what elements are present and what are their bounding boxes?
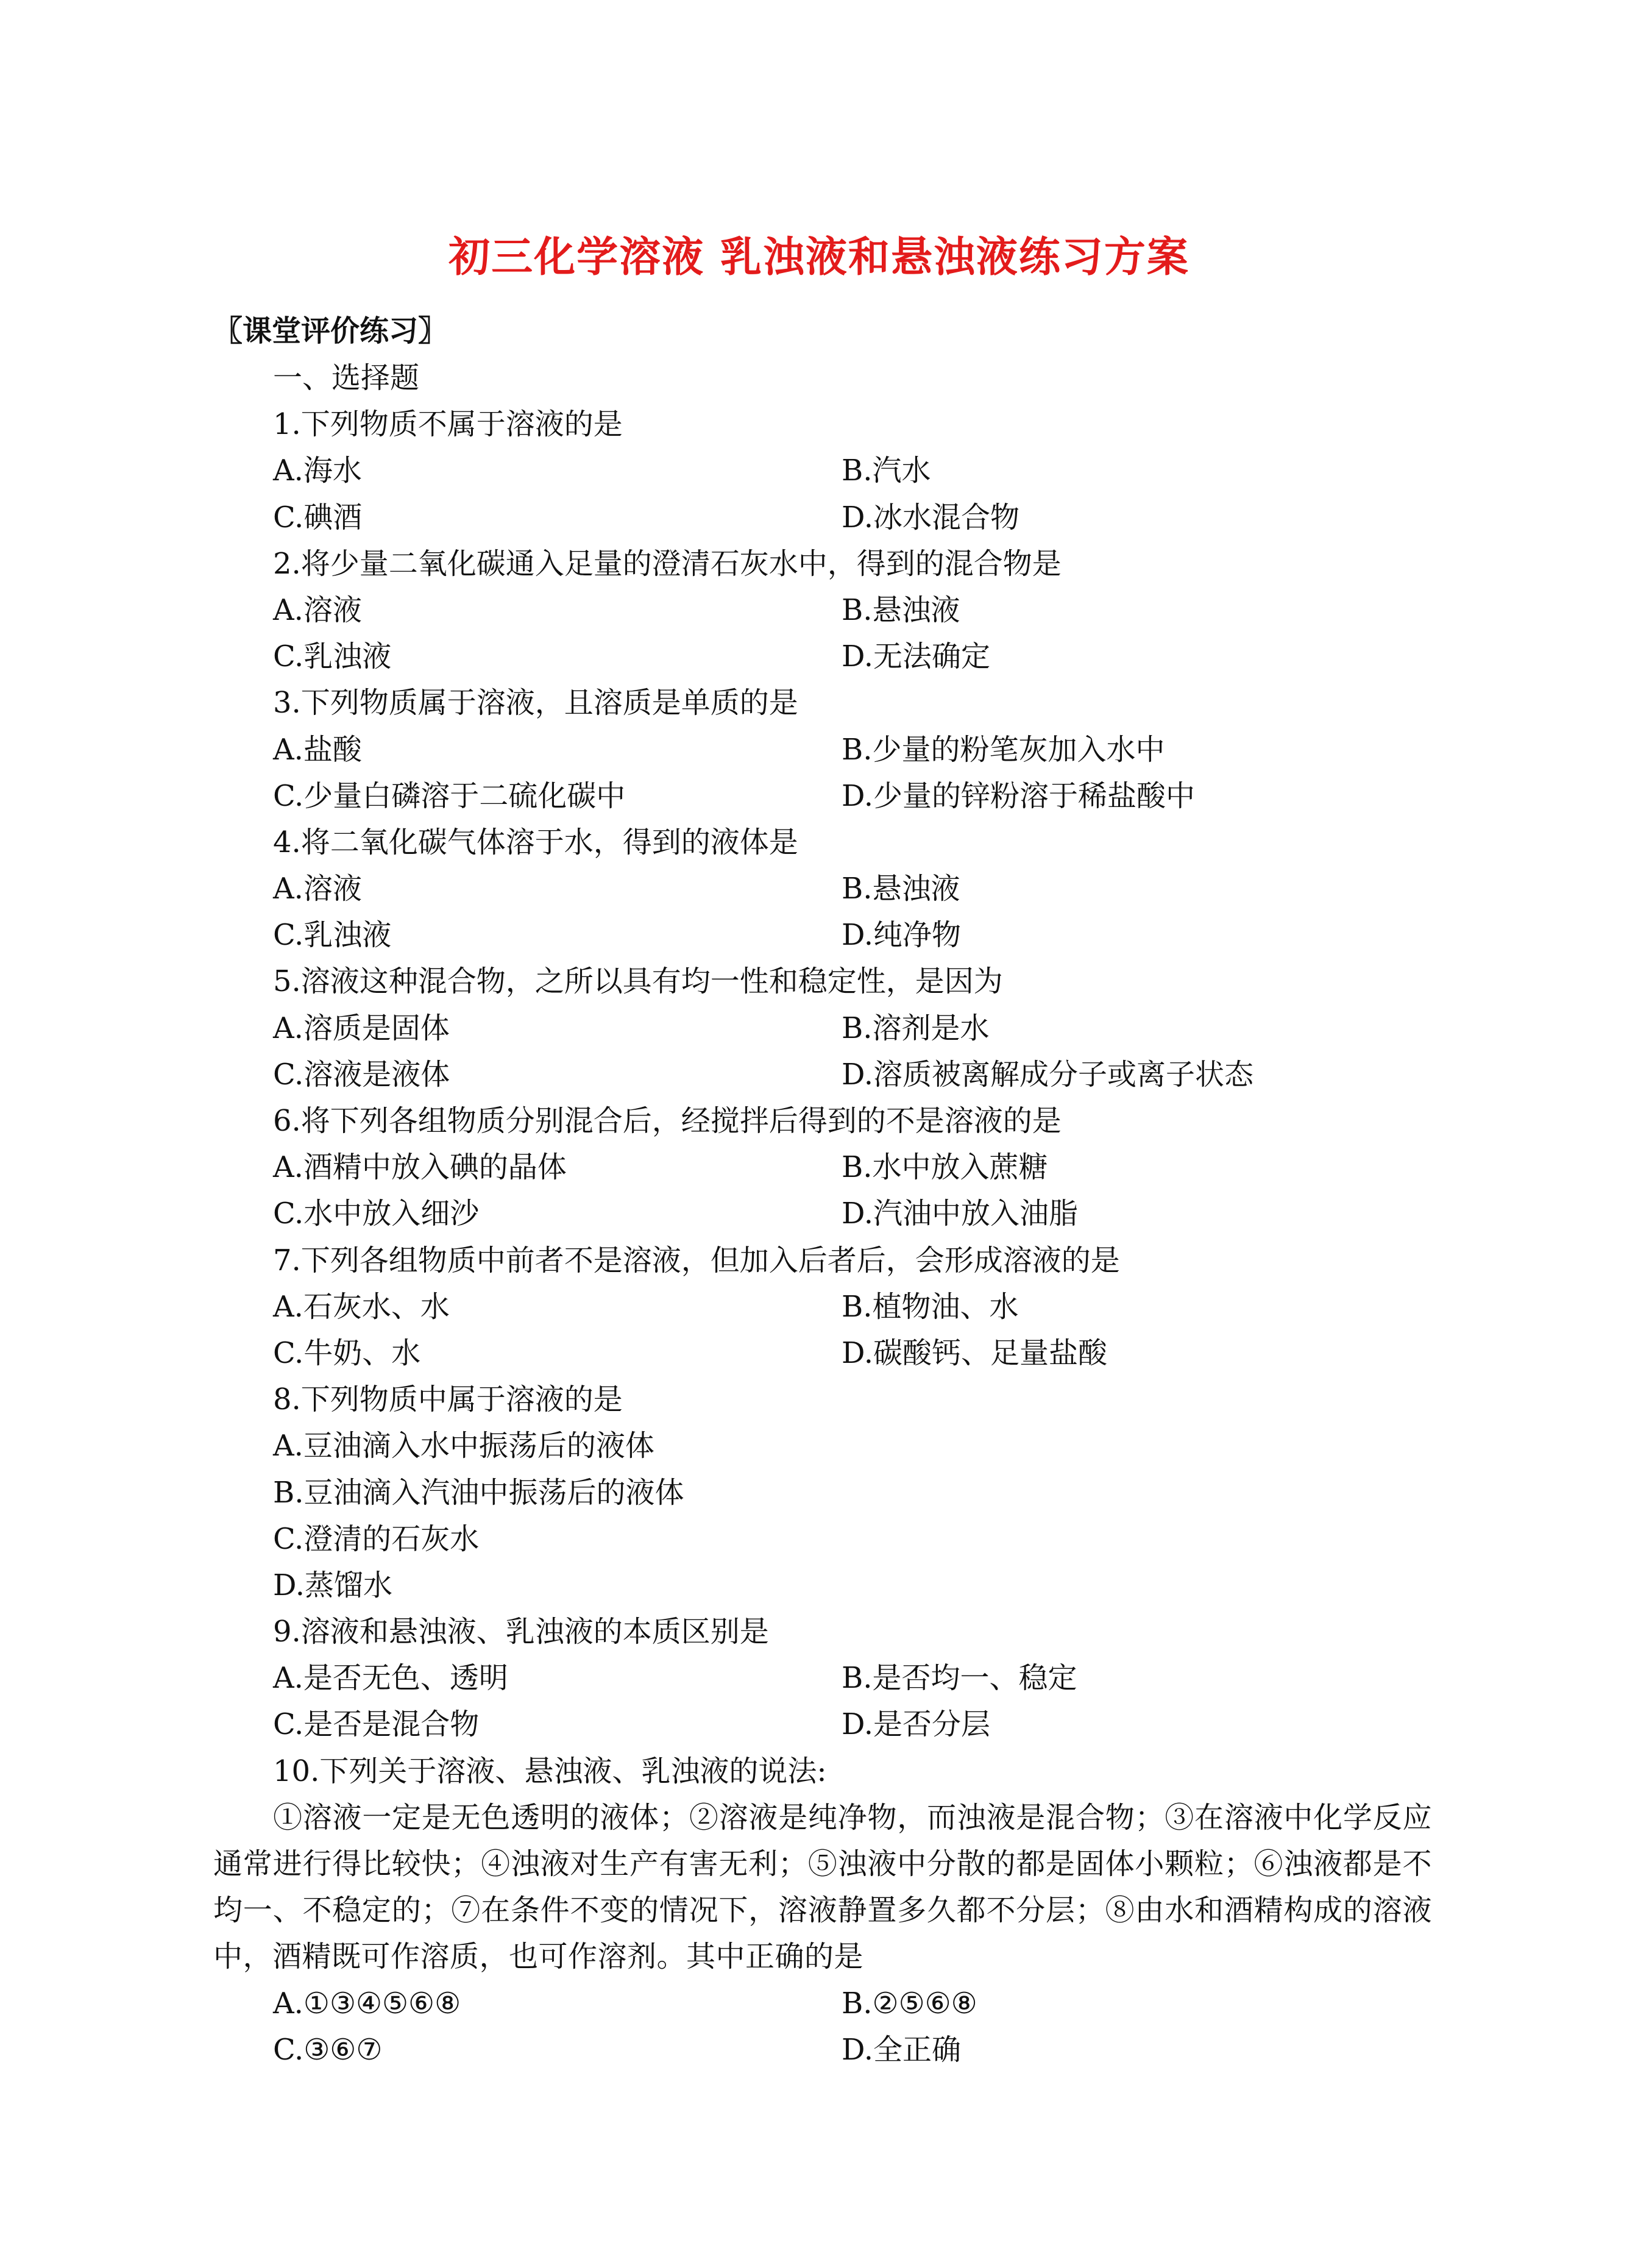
question-stem: 5.溶液这种混合物，之所以具有均一性和稳定性，是因为 xyxy=(273,964,1003,999)
option-row xyxy=(0,1701,1638,1747)
option-a: A.石灰水、水 xyxy=(273,1289,450,1324)
page-title: 初三化学溶液 乳浊液和悬浊液练习方案 xyxy=(448,233,1190,282)
option-d: D.汽油中放入油脂 xyxy=(842,1196,1079,1231)
option-b: B.汽水 xyxy=(842,453,931,488)
option-a: A.溶液 xyxy=(273,872,362,906)
option-c: C.溶液是液体 xyxy=(273,1057,450,1092)
option-a: A.豆油滴入水中振荡后的液体 xyxy=(273,1429,654,1463)
option-c: C.水中放入细沙 xyxy=(273,1196,480,1231)
option-row xyxy=(0,1980,1638,2027)
option-b: B.植物油、水 xyxy=(842,1289,1019,1324)
option-d: D.无法确定 xyxy=(842,639,991,674)
option-row xyxy=(0,1005,1638,1051)
option-row xyxy=(0,633,1638,680)
option-a: A.①③④⑤⑥⑧ xyxy=(273,1986,461,2021)
option-b: B.悬浊液 xyxy=(842,592,960,627)
option-b: B.少量的粉笔灰加入水中 xyxy=(842,732,1165,767)
option-d: D.全正确 xyxy=(842,2032,962,2067)
option-c: C.澄清的石灰水 xyxy=(273,1521,480,1556)
option-b: B.②⑤⑥⑧ xyxy=(842,1986,977,2021)
option-b: B.悬浊液 xyxy=(842,872,960,906)
option-b: B.豆油滴入汽油中振荡后的液体 xyxy=(273,1475,684,1510)
question-stem: 3.下列物质属于溶液，且溶质是单质的是 xyxy=(273,686,798,720)
option-row xyxy=(0,447,1638,494)
option-c: C.碘酒 xyxy=(273,500,363,535)
section-heading: 〖课堂评价练习〗 xyxy=(213,314,448,348)
option-row xyxy=(0,1051,1638,1098)
question-stem: 6.将下列各组物质分别混合后，经搅拌后得到的不是溶液的是 xyxy=(273,1104,1062,1138)
option-c: C.③⑥⑦ xyxy=(273,2032,383,2067)
option-c: C.乳浊液 xyxy=(273,918,392,953)
option-b: B.溶剂是水 xyxy=(842,1011,990,1045)
option-d: D.冰水混合物 xyxy=(842,500,1020,535)
option-a: A.盐酸 xyxy=(273,732,362,767)
option-d: D.碳酸钙、足量盐酸 xyxy=(842,1335,1108,1370)
option-row xyxy=(0,773,1638,819)
option-a: A.酒精中放入碘的晶体 xyxy=(273,1150,567,1185)
option-row xyxy=(0,1284,1638,1330)
option-row xyxy=(0,2027,1638,2073)
option-row xyxy=(0,1655,1638,1701)
option-b: B.是否均一、稳定 xyxy=(842,1661,1077,1696)
option-d: D.纯净物 xyxy=(842,918,962,953)
option-row xyxy=(0,1144,1638,1190)
question-stem: 10.下列关于溶液、悬浊液、乳浊液的说法: xyxy=(273,1754,827,1788)
option-row xyxy=(0,1190,1638,1237)
option-a: A.是否无色、透明 xyxy=(273,1661,508,1696)
option-row xyxy=(0,727,1638,773)
question-stem: 4.将二氧化碳气体溶于水，得到的液体是 xyxy=(273,825,798,859)
option-a: A.溶液 xyxy=(273,592,362,627)
part-heading: 一、选择题 xyxy=(273,361,420,395)
question-stem: 8.下列物质中属于溶液的是 xyxy=(273,1382,623,1417)
question-list xyxy=(0,355,1638,2073)
option-d: D.是否分层 xyxy=(842,1707,991,1742)
option-c: C.是否是混合物 xyxy=(273,1707,480,1742)
option-row xyxy=(0,1330,1638,1376)
question-stem: 9.溶液和悬浊液、乳浊液的本质区别是 xyxy=(273,1615,769,1649)
option-row xyxy=(0,866,1638,912)
option-a: A.溶质是固体 xyxy=(273,1011,450,1045)
question-paragraph: ①溶液一定是无色透明的液体；②溶液是纯净物，而浊液是混合物；③在溶液中化学反应通常进行得比较快；④浊液对生产有害无利；⑤浊液中分散的都是固体小颗粒；⑥浊液都是不均一、不稳定的；⑦在条件不变的情况下，溶液静置多久都不分层；⑧由水和酒精构成的溶液中，酒精既可作溶质，也可作溶剂。其中正确的是 xyxy=(213,1800,1432,1974)
option-row xyxy=(0,912,1638,958)
question-stem: 2.将少量二氧化碳通入足量的澄清石灰水中，得到的混合物是 xyxy=(273,546,1062,581)
question-stem: 7.下列各组物质中前者不是溶液，但加入后者后，会形成溶液的是 xyxy=(273,1243,1120,1278)
option-b: B.水中放入蔗糖 xyxy=(842,1150,1048,1185)
option-d: D.溶质被离解成分子或离子状态 xyxy=(842,1057,1254,1092)
option-d: D.蒸馏水 xyxy=(273,1568,393,1602)
question-stem: 1.下列物质不属于溶液的是 xyxy=(273,407,623,442)
option-d: D.少量的锌粉溶于稀盐酸中 xyxy=(842,778,1196,813)
option-c: C.少量白磷溶于二硫化碳中 xyxy=(273,778,626,813)
option-a: A.海水 xyxy=(273,453,362,488)
option-c: C.乳浊液 xyxy=(273,639,392,674)
option-c: C.牛奶、水 xyxy=(273,1335,421,1370)
option-row xyxy=(0,587,1638,633)
option-row xyxy=(0,494,1638,541)
